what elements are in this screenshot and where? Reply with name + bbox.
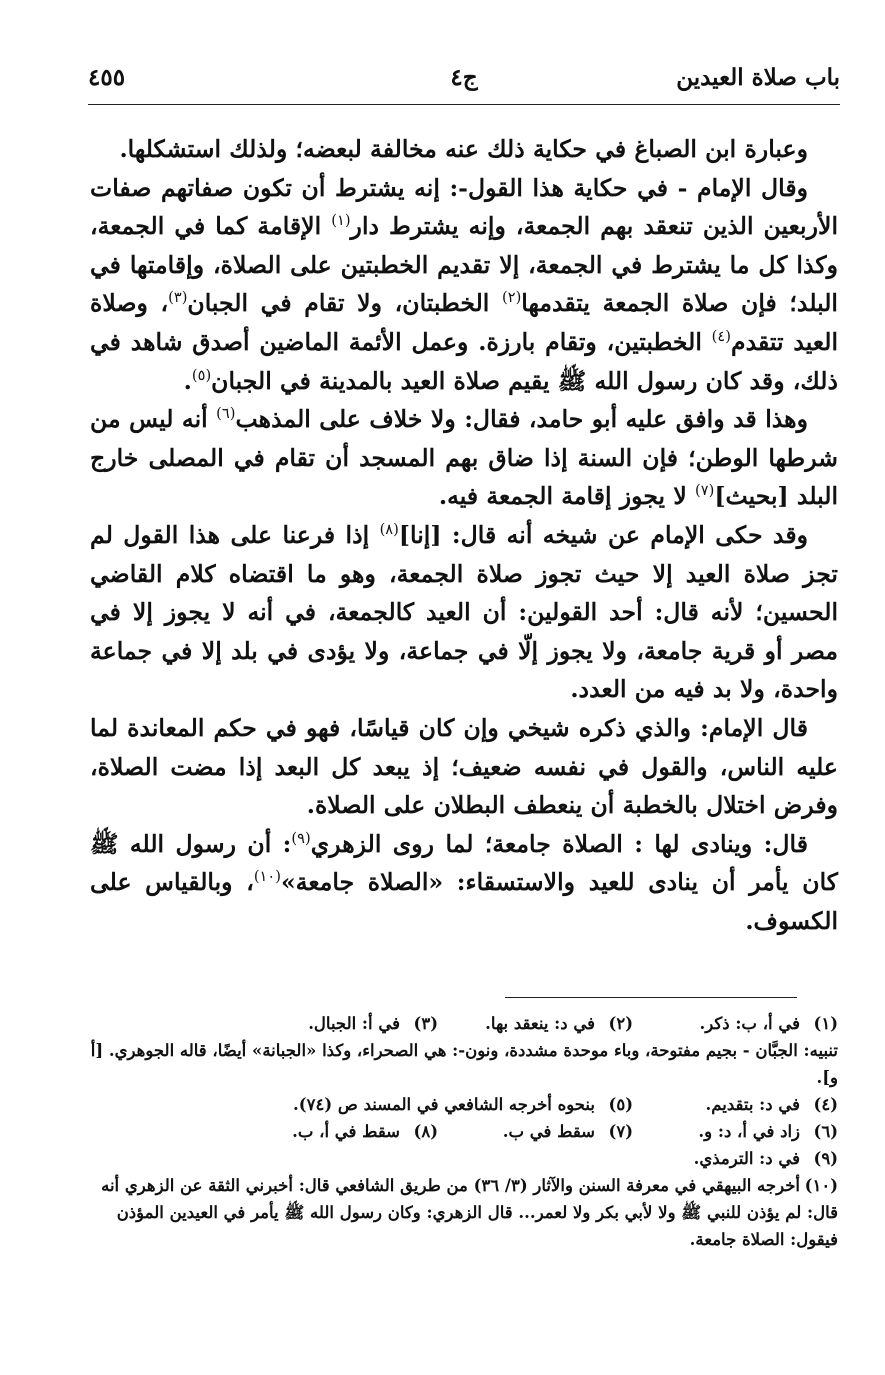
footnote-item xyxy=(438,1118,633,1145)
paragraph xyxy=(90,709,838,825)
text-run: : أن رسول الله ﷺ كان يأمر أن ينادى للعيد والاستسقاء: «الصلاة جامعة» xyxy=(90,829,838,897)
footnote-ref: (٢) xyxy=(501,289,522,307)
paragraph xyxy=(90,130,838,169)
text-run: . xyxy=(183,366,192,395)
footnote-number: (٥) xyxy=(608,1095,633,1114)
text-run: أنه ليس من شرطها الوطن؛ فإن السنة إذا ضاق بهم المسجد أن تقام في المصلى خارج البلد [بحيث] xyxy=(90,405,838,511)
footnote-text: في د: بتقديم. xyxy=(705,1095,800,1114)
footnote-item xyxy=(694,1145,838,1172)
paragraph xyxy=(90,400,838,516)
footnote-item xyxy=(293,1091,633,1118)
text-run: إذا فرعنا على هذا القول لم تجز صلاة العيد إلا حيث تجوز صلاة الجمعة، وهو ما اقتضاه كلام القاضي الحسين؛ لأنه قال: أحد القولين: أن العيد كالجمعة، في أنه لا يجوز إلا في مصر أو قرية جامعة، ولا يجوز إلّا في جماعة، ولا يؤدى في بلد إلا في جماعة واحدة، ولا بد فيه من العدد. xyxy=(90,520,838,704)
text-run: وقد حكى الإمام عن شيخه أنه قال: [إنا] xyxy=(398,520,808,549)
footnote-text: في أ، ب: ذكر. xyxy=(699,1014,800,1033)
text-run: الخطبتان، ولا تقام في الجبان xyxy=(187,289,502,318)
text-run: الخطبتين، وتقام بارزة. وعمل الأئمة الماضين أصدق شاهد في ذلك، وقد كان رسول الله ﷺ يقيم صلاة العيد بالمدينة في الجبان xyxy=(90,327,838,395)
text-run: وهذا قد وافق عليه أبو حامد، فقال: ولا خلاف على المذهب xyxy=(235,405,808,434)
footnote-ref: (٥) xyxy=(191,366,212,384)
volume-label: ج٤ xyxy=(450,64,478,91)
footnote-text: بنحوه أخرجه الشافعي في المسند ص (٧٤). xyxy=(293,1095,595,1114)
text-run: ، وصلاة العيد تتقدم xyxy=(90,289,838,356)
footnote-ref: (٣) xyxy=(168,289,188,307)
footnote-ref: (١) xyxy=(331,212,351,230)
footnote-10 xyxy=(90,1172,838,1253)
footnote-row xyxy=(90,1010,838,1037)
running-header xyxy=(88,58,840,105)
chapter-title: باب صلاة العيدين xyxy=(676,64,840,91)
text-run: لا يجوز إقامة الجمعة فيه. xyxy=(438,482,696,511)
footnote-text: في د: الترمذي. xyxy=(693,1149,800,1168)
footnote-number: (٢) xyxy=(608,1014,633,1033)
footnote-item xyxy=(292,1118,438,1145)
main-text xyxy=(90,130,838,940)
paragraph xyxy=(90,169,838,401)
footnote-item xyxy=(438,1010,633,1037)
footnote-number: (٩) xyxy=(813,1149,838,1168)
footnote-row xyxy=(90,1118,838,1145)
footnote-note: تنبيه: الجبَّان - بجيم مفتوحة، وباء موحدة مشددة، ونون-: هي الصحراء، وكذا «الجبانة» أيضًا، قاله الجوهري. [أ و]. xyxy=(90,1041,838,1087)
text-run: وقال الإمام - في حكاية هذا القول-: إنه يشترط أن تكون صفاتهم صفات الأربعين الذين تنعقد بهم الجمعة، وإنه يشترط دار xyxy=(90,173,838,241)
page-number: ٤٥٥ xyxy=(88,64,126,91)
footnotes xyxy=(90,1010,838,1253)
footnote-text: سقط في ب. xyxy=(502,1122,595,1141)
footnote-ref: (٤) xyxy=(711,328,731,346)
footnote-item xyxy=(633,1010,838,1037)
footnote-text: سقط في أ، ب. xyxy=(292,1122,400,1141)
footnote-separator xyxy=(505,997,797,998)
footnote-number: (٨) xyxy=(413,1122,438,1141)
footnote-ref: (١٠) xyxy=(253,868,281,886)
paragraph xyxy=(90,516,838,709)
footnote-row xyxy=(90,1091,838,1118)
text-run: الإقامة كما في الجمعة، وكذا كل ما يشترط في الجمعة، إلا تقديم الخطبتين على الصلاة، وإقامتها في البلد؛ فإن صلاة الجمعة يتقدمها xyxy=(90,212,838,318)
footnote-number: (٣) xyxy=(413,1014,438,1033)
text-run: وعبارة ابن الصباغ في حكاية ذلك عنه مخالفة لبعضه؛ ولذلك استشكلها. xyxy=(119,135,808,163)
footnote-number: (١) xyxy=(813,1014,838,1033)
text-run: ، وبالقياس على الكسوف. xyxy=(90,868,838,935)
footnote-ref: (٨) xyxy=(379,521,399,539)
footnote-item xyxy=(633,1091,838,1118)
footnote-text: في أ: الجبال. xyxy=(308,1014,400,1033)
footnote-number: (١٠) xyxy=(804,1176,838,1195)
footnote-ref: (٧) xyxy=(695,482,715,500)
footnote-number: (٧) xyxy=(608,1122,633,1141)
footnote-number: (٤) xyxy=(813,1095,838,1114)
footnote-ref: (٩) xyxy=(291,829,311,847)
footnote-item xyxy=(633,1118,838,1145)
footnote-ref: (٦) xyxy=(216,405,236,423)
footnote-text: أخرجه البيهقي في معرفة السنن والآثار (٣/ ٣٦) من طريق الشافعي قال: أخبرني الثقة عن الزهري أنه قال: لم يؤذن للنبي ﷺ ولا لأبي بكر ولا لعمر... قال الزهري: وكان رسول الله ﷺ يأمر في العيدين المؤذن فيقول: الصلاة جامعة. xyxy=(101,1176,838,1249)
footnote-item xyxy=(308,1010,438,1037)
footnote-row xyxy=(90,1145,838,1172)
footnote-number: (٦) xyxy=(813,1122,838,1141)
footnote-text: زاد في أ، د: و. xyxy=(698,1122,800,1141)
footnote-text: في د: ينعقد بها. xyxy=(485,1014,595,1033)
text-run: قال الإمام: والذي ذكره شيخي وإن كان قياسًا، فهو في حكم المعاندة لما عليه الناس، والقول في نفسه ضعيف؛ إذ يبعد كل البعد إذا مضت الصلاة، وفرض اختلال بالخطبة أن ينعطف البطلان على الصلاة. xyxy=(90,713,838,820)
text-run: قال: وينادى لها : الصلاة جامعة؛ لما روى الزهري xyxy=(310,829,808,858)
paragraph xyxy=(90,825,838,941)
